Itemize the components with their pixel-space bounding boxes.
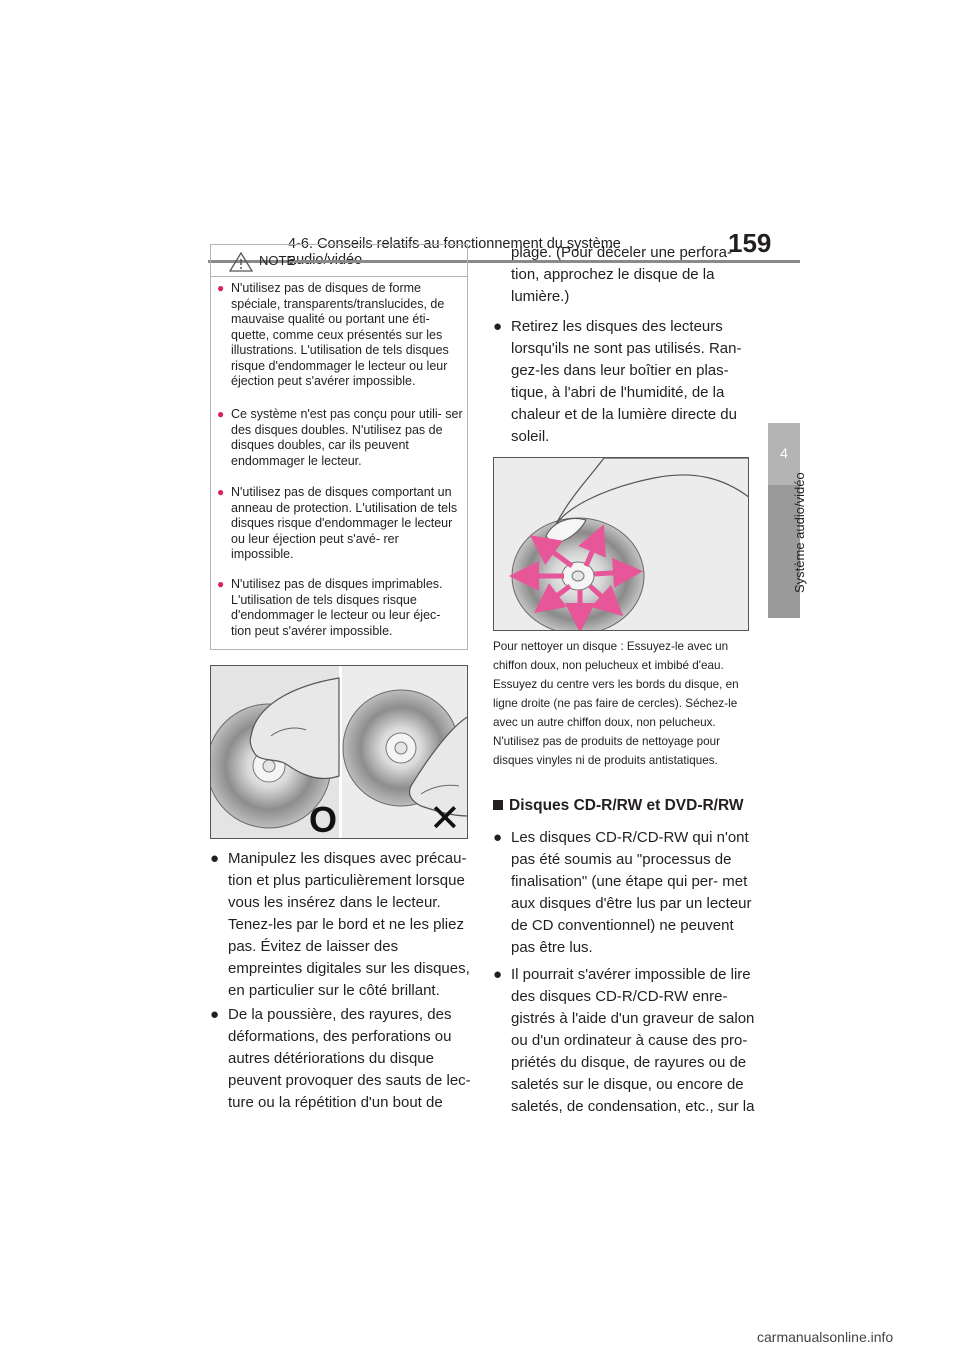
disc-handling-illustration — [210, 665, 468, 839]
note-item — [217, 485, 463, 563]
warning-triangle-icon — [229, 252, 253, 272]
correct-mark-icon: O — [309, 799, 338, 839]
cleaning-caption: Pour nettoyer un disque : Essuyez-le avec un chiffon doux, non pelucheux et imbibé d'eau. Essuyez du centre vers les bords du disque, en ligne droite (ne pas faire de cercles). Séchez-le avec un autre chiffon doux, non pelucheux. N'utilisez pas de produits de nettoyage pour disques vinyles ni de produits antistatiques. — [493, 640, 739, 767]
bullet-dust-scratches — [210, 1004, 472, 1114]
note-title: NOTE — [259, 253, 296, 268]
disc-cleaning-illustration — [493, 457, 749, 631]
bullet-cdr-recording — [493, 964, 755, 1118]
bullet-icon: ● — [210, 1006, 220, 1023]
note-item — [217, 407, 463, 469]
note-item-text: N'utilisez pas de disques imprimables. L'utilisation de tels disques risque d'endommager le lecteur ou leur éjec- tion peut s'avérer impossible. — [231, 577, 443, 638]
bullet-icon: ● — [493, 829, 503, 846]
page-number: 159 — [728, 228, 772, 258]
bullet-icon: ● — [493, 966, 503, 983]
chapter-number: 4 — [780, 445, 788, 461]
note-bullet-icon: ● — [217, 407, 225, 421]
note-bullet-icon: ● — [217, 577, 225, 591]
note-item-text: Ce système n'est pas conçu pour utili- ser des disques doubles. N'utilisez pas de disques doubles, car ils peuvent endommager le lecteur. — [231, 407, 463, 468]
bullet-icon: ● — [210, 850, 220, 867]
chapter-label: Système audio/vidéo — [792, 472, 807, 593]
header-title: 4-6. Conseils relatifs au fonctionnement du système — [288, 236, 621, 252]
bullet-handle-discs — [210, 848, 472, 1002]
square-bullet-icon — [493, 800, 503, 810]
continuation-text-body: plage. (Pour déceler une perfora- tion, approchez le disque de la lumière.) — [511, 244, 732, 305]
bullet-icon: ● — [493, 318, 503, 335]
note-bullet-icon: ● — [217, 485, 225, 499]
note-box — [210, 244, 468, 650]
note-header — [211, 245, 467, 277]
note-item — [217, 281, 463, 390]
section-heading-text: Disques CD-R/RW et DVD-R/RW — [509, 797, 744, 814]
bullet-text: Il pourrait s'avérer impossible de lire des disques CD-R/CD-RW enre- gistrés à l'aide d'un graveur de salon ou d'un ordinateur à cause des pro- priétés du disque, de rayures ou de saletés sur le disque, ou encore de saletés, de condensation, etc., sur la — [511, 966, 755, 1115]
note-bullet-icon: ● — [217, 281, 225, 295]
bullet-text: Les disques CD-R/CD-RW qui n'ont pas été soumis au "processus de finalisation" (une étape qui per- met aux disques d'être lus par un lecteur de CD conventionnel) ne peuvent pas être lus. — [511, 829, 752, 956]
note-item-text: N'utilisez pas de disques de forme spéciale, transparents/translucides, de mauvaise qualité ou portant une éti- quette, comme ceux présentés sur les illustrations. L'utilisation de tels disques risque d'endommager le lecteur ou leur éjection peut s'avérer impossible. — [231, 281, 449, 388]
bullet-text: De la poussière, des rayures, des déformations, des perforations ou autres détériorations du disque peuvent provoquer des sauts de lec- ture ou la répétition d'un bout de — [228, 1006, 471, 1111]
wrong-mark-icon: ✕ — [429, 798, 461, 839]
continuation-text — [493, 242, 755, 308]
bullet-cdr-finalization — [493, 827, 755, 959]
note-item — [217, 577, 463, 639]
bullet-store-discs — [493, 316, 755, 448]
footer-watermark: carmanualsonline.info — [757, 1329, 894, 1345]
note-item-text: N'utilisez pas de disques comportant un anneau de protection. L'utilisation de tels disques risque d'endommager le lecteur ou leur éjection peut s'avé- rer impossible. — [231, 485, 458, 561]
bullet-text: Retirez les disques des lecteurs lorsqu'ils ne sont pas utilisés. Ran- gez-les dans leur boîtier en plas- tique, à l'abri de l'humidité, de la chaleur et de la lumière directe du soleil. — [511, 318, 742, 445]
section-heading-cdr — [493, 797, 755, 815]
bullet-text: Manipulez les disques avec précau- tion et plus particulièrement lorsque vous les insérez dans le lecteur. Tenez-les par le bord et ne les pliez pas. Évitez de laisser des empreintes digitales sur les disques, en particulier sur le côté brillant. — [228, 850, 470, 999]
